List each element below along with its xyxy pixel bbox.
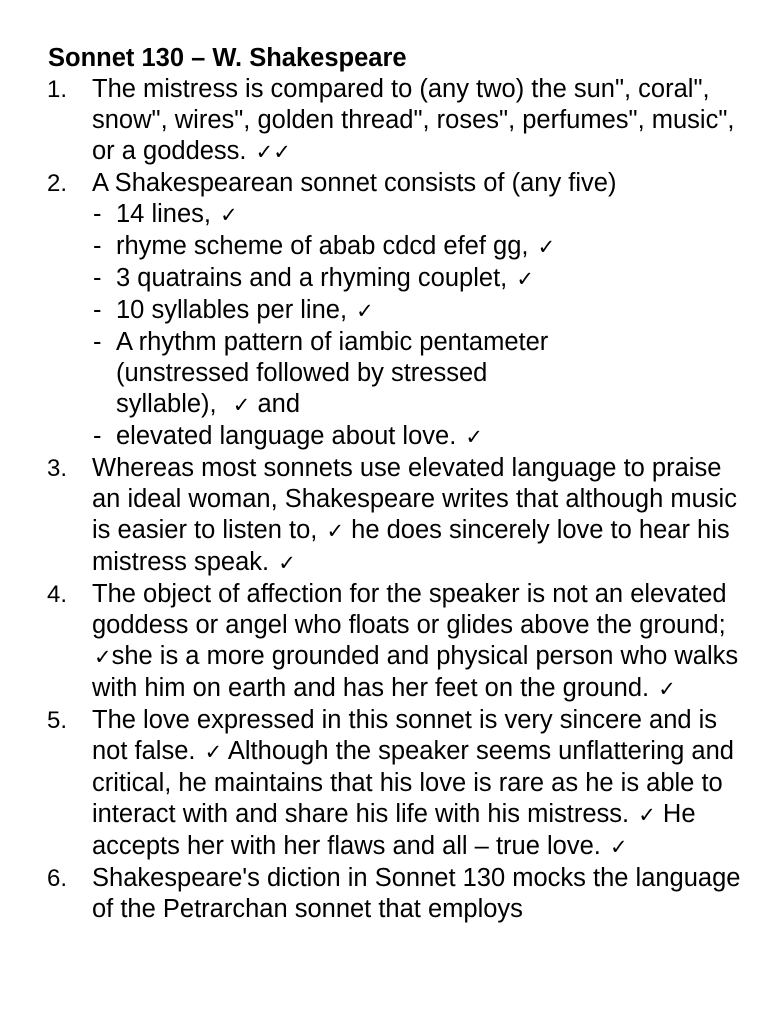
- item-text-segment: Whereas most sonnets use elevated language to praise an ideal woman, Shakespeare writes that although music is easier to listen to,: [92, 454, 737, 544]
- answer-item-6: [48, 863, 748, 925]
- item-number: 3.: [47, 455, 68, 482]
- item-number: 4.: [47, 581, 68, 608]
- document-title: Sonnet 130 – W. Shakespeare: [48, 44, 407, 72]
- item-text-segment: He accepts her with her flaws and all – true love.: [92, 800, 696, 860]
- answer-item-4: [48, 579, 748, 705]
- item-text-segment: The love expressed in this sonnet is very sincere and is not false.: [92, 706, 718, 765]
- checkmark-icon: ✓: [356, 299, 374, 323]
- item-text: [92, 579, 748, 705]
- sub-item: [92, 327, 748, 421]
- sub-item-line: (unstressed followed by stressed: [116, 359, 488, 387]
- sub-item-line: [116, 389, 748, 421]
- checkmark-icon: ✓: [232, 393, 251, 417]
- item-number: 5.: [47, 707, 68, 734]
- sub-item-text: rhyme scheme of abab cdcd efef gg,: [116, 232, 529, 260]
- sub-item-text: 10 syllables per line,: [116, 296, 348, 324]
- sub-item-line: A rhythm pattern of iambic pentameter: [116, 328, 549, 356]
- sub-item-text: elevated language about love.: [116, 422, 457, 450]
- checkmark-icon: ✓: [609, 835, 628, 859]
- document-page: [48, 43, 748, 925]
- checkmark-icon: ✓: [278, 551, 296, 575]
- dash-bullet: -: [93, 296, 102, 324]
- dash-bullet: -: [93, 200, 102, 228]
- item-number: 2.: [47, 170, 68, 197]
- item-text-segment: The object of affection for the speaker is not an elevated goddess or angel who floats or glides above the ground;: [92, 580, 727, 639]
- checkmark-icon: ✓✓: [255, 140, 291, 164]
- dash-bullet: -: [93, 422, 102, 450]
- sub-item-text: 14 lines,: [116, 200, 211, 228]
- checkmark-icon: ✓: [658, 677, 676, 701]
- item-text: [92, 453, 748, 579]
- item-text-segment: he does sincerely love to hear his mistress speak.: [92, 516, 730, 576]
- sub-item: [92, 295, 748, 327]
- checkmark-icon: ✓: [204, 740, 223, 764]
- item-text-segment: The mistress is compared to (any two) the sun", coral", snow", wires", golden thread", roses", perfumes", music", or a goddess.: [92, 75, 735, 165]
- checkmark-icon: ✓: [94, 645, 112, 669]
- sub-item: [92, 199, 748, 231]
- answer-item-1: [48, 74, 748, 168]
- answer-item-3: [48, 453, 748, 579]
- answer-item-5: [48, 705, 748, 863]
- checkmark-icon: ✓: [465, 425, 483, 449]
- sub-item-text: syllable),: [116, 390, 217, 418]
- item-text-segment: Although the speaker seems unflattering and critical, he maintains that his love is rare as he is able to interact with and share his life with his mistress.: [92, 737, 734, 828]
- item-number: 6.: [47, 865, 68, 892]
- item-number: 1.: [47, 76, 68, 103]
- sub-item: [92, 263, 748, 295]
- item-text: [92, 705, 748, 863]
- sub-item-text: 3 quatrains and a rhyming couplet,: [116, 264, 508, 292]
- item-text: Shakespeare's diction in Sonnet 130 mocks the language of the Petrarchan sonnet that employs: [92, 864, 741, 923]
- checkmark-icon: ✓: [516, 267, 534, 291]
- sub-item: [92, 421, 748, 453]
- dash-bullet: -: [93, 232, 102, 260]
- item-text: [92, 74, 748, 168]
- sub-item: [92, 231, 748, 263]
- dash-bullet: -: [93, 328, 102, 356]
- checkmark-icon: ✓: [638, 803, 656, 827]
- answer-item-2: [48, 168, 748, 453]
- checkmark-icon: ✓: [537, 235, 556, 259]
- item-text: A Shakespearean sonnet consists of (any five): [92, 169, 617, 197]
- item-text-segment: she is a more grounded and physical person who walks with him on earth and has her feet on the ground.: [92, 642, 739, 702]
- checkmark-icon: ✓: [326, 519, 345, 543]
- dash-bullet: -: [93, 264, 102, 292]
- sub-item-conjunction: and: [257, 390, 301, 418]
- checkmark-icon: ✓: [220, 203, 238, 227]
